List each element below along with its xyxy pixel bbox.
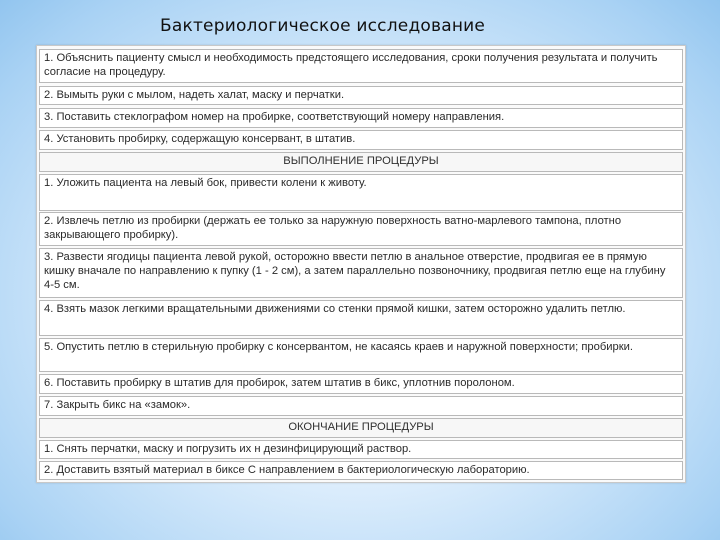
procedure-table bbox=[36, 45, 686, 483]
procedure-step-2: 2. Извлечь петлю из пробирки (держать ее только за наружную поверхность ватно-марлевого тампона, плотно закрывающего пробирку). bbox=[39, 212, 683, 246]
prep-step-1: 1. Объяснить пациенту смысл и необходимость предстоящего исследования, сроки получения результата и получить согласие на процедуру. bbox=[39, 49, 683, 83]
procedure-step-3: 3. Развести ягодицы пациента левой рукой, осторожно ввести петлю в анальное отверстие, продвигая ее в прямую кишку вначале по направлению к пупку (1 - 2 см), а затем параллельно позвоночнику, продвигая петлю еще на глубину 4-5 см. bbox=[39, 248, 683, 298]
procedure-step-4: 4. Взять мазок легкими вращательными движениями со стенки прямой кишки, затем осторожно удалить петлю. bbox=[39, 300, 683, 336]
procedure-step-7: 7. Закрыть бикс на «замок». bbox=[39, 396, 683, 416]
section-header-procedure: ВЫПОЛНЕНИЕ ПРОЦЕДУРЫ bbox=[39, 152, 683, 172]
section-header-end: ОКОНЧАНИЕ ПРОЦЕДУРЫ bbox=[39, 418, 683, 438]
procedure-step-1: 1. Уложить пациента на левый бок, привести колени к животу. bbox=[39, 174, 683, 211]
prep-step-3: 3. Поставить стеклографом номер на пробирке, соответствующий номеру направления. bbox=[39, 108, 683, 128]
prep-step-2: 2. Вымыть руки с мылом, надеть халат, маску и перчатки. bbox=[39, 86, 683, 105]
prep-step-4: 4. Установить пробирку, содержащую консервант, в штатив. bbox=[39, 130, 683, 150]
procedure-step-5: 5. Опустить петлю в стерильную пробирку с консервантом, не касаясь краев и наружной поверхности; пробирки. bbox=[39, 338, 683, 372]
end-step-1: 1. Снять перчатки, маску и погрузить их н дезинфицирующий раствор. bbox=[39, 440, 683, 459]
slide-title: Бактериологическое исследование bbox=[160, 16, 486, 36]
procedure-step-6: 6. Поставить пробирку в штатив для пробирок, затем штатив в бикс, уплотнив поролоном. bbox=[39, 374, 683, 394]
end-step-2: 2. Доставить взятый материал в биксе С направлением в бактериологическую лабораторию. bbox=[39, 461, 683, 480]
